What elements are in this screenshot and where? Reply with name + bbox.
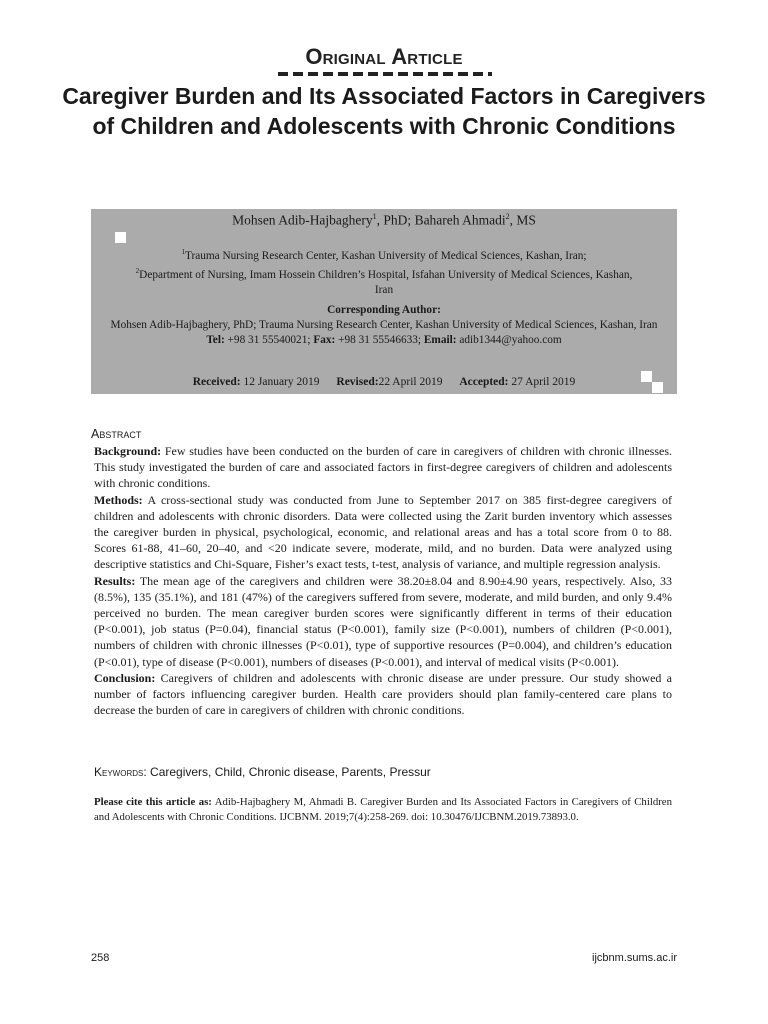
- decor-square: [115, 232, 126, 243]
- decor-square: [93, 232, 104, 243]
- author-info-box: [91, 209, 677, 394]
- affiliations: [91, 245, 677, 298]
- affiliation-item: $^2$Department of Nursing, Imam Hossein Children’s Hospital, Isfahan University of Medical Sciences, Kashan, Iran: [135, 266, 633, 296]
- keywords: Keywords: Caregivers, Child, Chronic disease, Parents, Pressur: [94, 765, 431, 779]
- abstract-background: Background: Few studies have been conducted on the burden of care in caregivers of children with chronic illnesses. This study investigated the burden of care and associated factors in first-degree caregivers of children and adolescents with chronic conditions.: [94, 444, 672, 491]
- corresponding-author: Corresponding Author: Mohsen Adib-Hajbaghery, PhD; Trauma Nursing Research Center, Kashan University of Medical Sciences, Kashan, Iran Tel: +98 31 55540021; Fax: +98 31 55546633; Email: adib1344@yahoo.com: [110, 304, 658, 346]
- header-dashed-rule: [278, 72, 492, 76]
- author-name: Bahareh Ahmadi: [414, 212, 506, 228]
- page-number: 258: [91, 952, 110, 964]
- abstract-methods: Methods: A cross-sectional study was conducted from June to September 2017 on 385 first-degree caregivers of children and adolescents with chronic disorders. Data were collected using the Zarit burden inventory which assesses the caregiver burden in physical, psychological, economic, and relational areas and has a total score from 0 to 88. Scores 61-88, 41–60, 20–40, and <20 indicate severe, moderate, mild, and no burden. Data were analyzed using descriptive statistics and Chi-Square, Fisher’s exact tests, t-test, analysis of variance, and multiple regression analysis.: [94, 492, 672, 572]
- article-type-label: Original Article: [305, 44, 463, 69]
- author-name: Mohsen Adib-Hajbaghery: [232, 212, 373, 228]
- abstract-body: [94, 443, 672, 718]
- article-dates: Received: 12 January 2019 Revised:22 April 2019 Accepted: 27 April 2019: [192, 376, 576, 388]
- author-line: Mohsen Adib-Hajbaghery$^1$, PhD; Bahareh Ahmadi$^2$, MS: [232, 212, 536, 228]
- journal-site[interactable]: ijcbnm.sums.ac.ir: [592, 952, 677, 964]
- email-link[interactable]: adib1344@yahoo.com: [456, 334, 562, 346]
- citation: Please cite this article as: Adib-Hajbaghery M, Ahmadi B. Caregiver Burden and Its Associated Factors in Caregivers of Children and Adolescents with Chronic Conditions. IJCBNM. 2019;7(4):258-269. doi: 10.30476/IJCBNM.2019.73893.0.: [94, 796, 673, 823]
- affiliation-item: $^1$Trauma Nursing Research Center, Kashan University of Medical Sciences, Kashan, Iran;: [181, 248, 587, 262]
- article-title: Caregiver Burden and Its Associated Factors in Caregivers of Children and Adolescents with Chronic Conditions: [62, 83, 706, 139]
- abstract-heading: Abstract: [91, 427, 142, 441]
- abstract-results: Results: The mean age of the caregivers and children were 38.20±8.04 and 8.90±4.90 years, respectively. Also, 33 (8.5%), 135 (35.1%), and 181 (47%) of the caregivers suffered from severe, moderate, and mild burden, and only 9.4% perceived no burden. The mean caregiver burden scores were significantly different in terms of their education (P<0.001), job status (P=0.04), financial status (P<0.001), family size (P<0.001), numbers of children (P<0.001), numbers of children with chronic illnesses (P<0.01), type of supportive resources (P=0.004), and children’s education (P<0.01), type of disease (P<0.001), numbers of diseases (P<0.001), and interval of medical visits (P<0.001).: [94, 573, 672, 669]
- abstract-conclusion: Conclusion: Caregivers of children and adolescents with chronic disease are under pressure. Our study showed a number of factors influencing caregiver burden. Health care providers should plan family-centered care plans to decrease the burden of care in caregivers of children with chronic conditions.: [94, 670, 672, 718]
